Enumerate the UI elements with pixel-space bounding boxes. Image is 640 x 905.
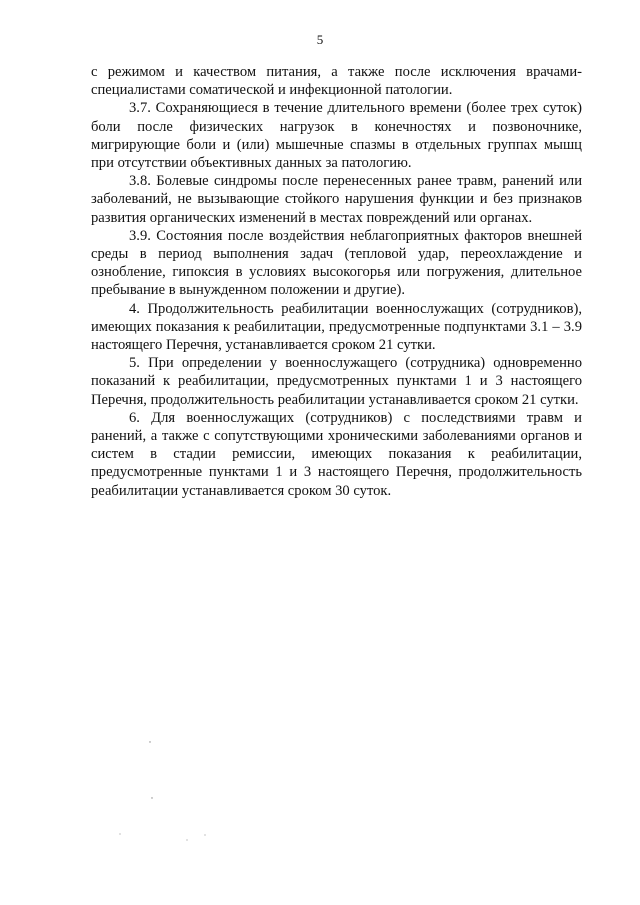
paragraph-5: 5. При определении у военнослужащего (сотрудника) одновременно показаний к реабилитации, предусмотренных пунктами 1 и 3 настоящего Перечня, продолжительность реабилитации устанавливается сроком 21 сутки. <box>91 355 582 408</box>
scan-speck <box>151 797 152 798</box>
paragraph-3-8: 3.8. Болевые синдромы после перенесенных ранее травм, ранений или заболеваний, не вызывающие стойкого нарушения функции и без признаков развития органических изменений в местах повреждений или органах. <box>91 173 582 226</box>
paragraph-6: 6. Для военнослужащих (сотрудников) с последствиями травм и ранений, а также с сопутствующими хроническими заболеваниями органов и систем в стадии ремиссии, имеющих показания к реабилитации, предусмотренные пунктами 1 и 3 настоящего Перечня, продолжительность реабилитации устанавливается сроком 30 суток. <box>91 409 582 499</box>
page-number: 5 <box>316 32 324 47</box>
paragraph-3-9: 3.9. Состояния после воздействия неблагоприятных факторов внешней среды в период выполнения задач (тепловой удар, переохлаждение и ознобление, гипоксия в условиях высокогорья или погружения, длительное пребывание в вынужденном положении и другие). <box>91 227 582 299</box>
paragraph-4: 4. Продолжительность реабилитации военнослужащих (сотрудников), имеющих показания к реабилитации, предусмотренные подпунктами 3.1 – 3.9 настоящего Перечня, устанавливается сроком 21 сутки. <box>91 300 582 354</box>
scan-speck <box>204 834 205 835</box>
scan-speck <box>119 833 120 834</box>
paragraph-3-7: 3.7. Сохраняющиеся в течение длительного времени (более трех суток) боли после физических нагрузок в конечностях и позвоночнике, мигрирующие боли и (или) мышечные спазмы в отдельных группах мышц при отсутствии объективных данных за патологию. <box>91 100 582 172</box>
paragraph-continuation: с режимом и качеством питания, а также после исключения врачами-специалистами соматической и инфекционной патологии. <box>91 64 582 99</box>
scan-speck <box>186 839 187 840</box>
scan-speck <box>149 741 150 742</box>
